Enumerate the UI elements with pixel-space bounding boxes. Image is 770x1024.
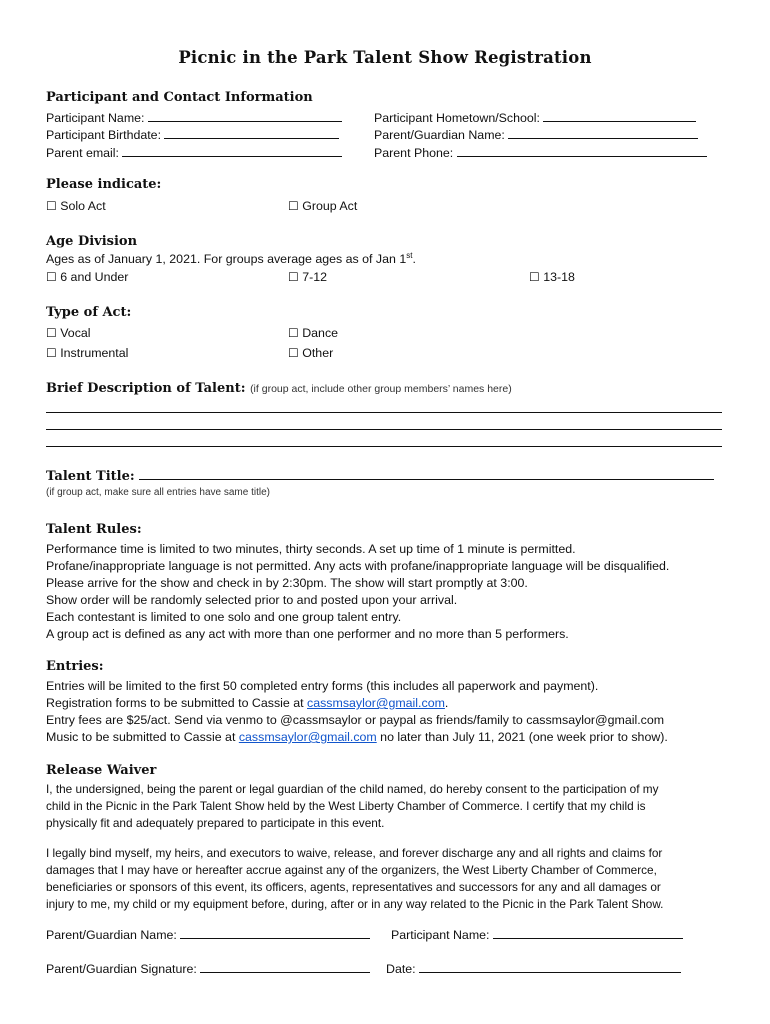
- age-option-label: 13-18: [543, 270, 575, 284]
- release-waiver-heading: Release Waiver: [46, 763, 157, 778]
- group-act-option[interactable]: [288, 199, 357, 214]
- entries-line: Entry fees are $25/act. Send via venmo to @cassmsaylor or paypal as friends/family to cassmsaylor@gmail.com: [46, 713, 665, 727]
- entries-heading: Entries:: [46, 659, 104, 674]
- talent-rules-list: [46, 541, 726, 643]
- rule-line: Profane/inappropriate language is not permitted. Any acts with profane/inappropriate language will be disqualified.: [46, 559, 670, 573]
- checkbox-icon[interactable]: ☐: [288, 270, 299, 284]
- type-option-other[interactable]: [288, 346, 333, 361]
- talent-title-note: (if group act, make sure all entries have same title): [46, 487, 270, 498]
- parent-email-field[interactable]: [122, 145, 342, 157]
- participant-hometown-row: [374, 110, 696, 126]
- type-option-label: Other: [302, 346, 334, 360]
- solo-act-label: Solo Act: [60, 199, 106, 213]
- description-note: (if group act, include other group members’ names here): [250, 383, 512, 395]
- age-option-6-under[interactable]: [46, 270, 128, 285]
- description-heading: Brief Description of Talent: (if group act, include other group members’ names here): [46, 381, 512, 396]
- type-option-vocal[interactable]: [46, 326, 91, 341]
- guardian-name-label: Parent/Guardian Name:: [374, 128, 505, 142]
- group-act-label: Group Act: [302, 199, 358, 213]
- participant-birthdate-label: Participant Birthdate:: [46, 128, 162, 142]
- checkbox-icon[interactable]: ☐: [46, 270, 57, 284]
- signature-date-field[interactable]: [419, 961, 681, 973]
- entries-line: Music to be submitted to Cassie at cassmsaylor@gmail.com no later than July 11, 2021 (one week prior to show).: [46, 730, 668, 744]
- entries-line: Entries will be limited to the first 50 completed entry forms (this includes all paperwork and payment).: [46, 679, 599, 693]
- age-option-label: 6 and Under: [60, 270, 129, 284]
- participant-name-field[interactable]: [148, 110, 342, 122]
- signature-guardian-signature-row: [46, 961, 370, 977]
- participant-hometown-field[interactable]: [543, 110, 696, 122]
- rule-line: Show order will be randomly selected prior to and posted upon your arrival.: [46, 593, 458, 607]
- type-option-instrumental[interactable]: [46, 346, 128, 361]
- signature-guardian-signature-label: Parent/Guardian Signature:: [46, 962, 197, 976]
- description-line-2[interactable]: [46, 429, 722, 430]
- rule-line: Each contestant is limited to one solo and one group talent entry.: [46, 610, 402, 624]
- talent-rules-heading: Talent Rules:: [46, 522, 142, 537]
- entries-text: [46, 678, 726, 746]
- type-option-label: Instrumental: [60, 346, 129, 360]
- type-option-label: Vocal: [60, 326, 91, 340]
- rule-line: A group act is defined as any act with more than one performer and no more than 5 performers.: [46, 627, 569, 641]
- parent-phone-label: Parent Phone:: [374, 146, 454, 160]
- participant-heading: Participant and Contact Information: [46, 90, 313, 105]
- checkbox-icon[interactable]: ☐: [288, 199, 299, 213]
- rule-line: Please arrive for the show and check in by 2:30pm. The show will start promptly at 3:00.: [46, 576, 528, 590]
- parent-email-row: [46, 145, 342, 161]
- signature-participant-name-label: Participant Name:: [391, 928, 490, 942]
- checkbox-icon[interactable]: ☐: [529, 270, 540, 284]
- signature-guardian-signature-field[interactable]: [200, 961, 370, 973]
- parent-phone-row: [374, 145, 707, 161]
- talent-title-heading: Talent Title:: [46, 467, 714, 484]
- page-title: Picnic in the Park Talent Show Registration: [178, 48, 592, 67]
- entries-line: Registration forms to be submitted to Cassie at cassmsaylor@gmail.com.: [46, 696, 449, 710]
- participant-birthdate-field[interactable]: [164, 127, 339, 139]
- age-option-7-12[interactable]: [288, 270, 327, 285]
- participant-birthdate-row: [46, 127, 339, 143]
- parent-email-label: Parent email:: [46, 146, 120, 160]
- talent-title-field[interactable]: [139, 467, 714, 480]
- signature-guardian-name-field[interactable]: [180, 927, 370, 939]
- guardian-name-row: [374, 127, 698, 143]
- participant-name-row: [46, 110, 342, 126]
- type-option-dance[interactable]: [288, 326, 338, 341]
- waiver-paragraph-2: I legally bind myself, my heirs, and executors to waive, release, and forever discharge any and all rights and claims for damages that I may have or hereafter accrue against any of the organizers, the West Liberty Chamber of Commerce, beneficiaries or sponsors of this event, its officers, agents, representatives and successors for any and all damages or injury to me, my child or my equipment before, during, after or in any way related to the Picnic in the Park Talent Show.: [46, 846, 664, 911]
- signature-guardian-name-row: [46, 927, 370, 943]
- checkbox-icon[interactable]: ☐: [288, 326, 299, 340]
- participant-hometown-label: Participant Hometown/School:: [374, 111, 540, 125]
- guardian-name-field[interactable]: [508, 127, 698, 139]
- signature-date-label: Date:: [386, 962, 416, 976]
- signature-guardian-name-label: Parent/Guardian Name:: [46, 928, 177, 942]
- signature-date-row: [386, 961, 681, 977]
- description-line-1[interactable]: [46, 412, 722, 413]
- description-line-3[interactable]: [46, 446, 722, 447]
- checkbox-icon[interactable]: ☐: [46, 199, 57, 213]
- age-option-13-18[interactable]: [529, 270, 575, 285]
- checkbox-icon[interactable]: ☐: [288, 346, 299, 360]
- age-note: Ages as of January 1, 2021. For groups average ages as of Jan 1st.: [46, 250, 416, 266]
- email-link[interactable]: cassmsaylor@gmail.com: [238, 730, 377, 744]
- solo-act-option[interactable]: [46, 199, 106, 214]
- type-option-label: Dance: [302, 326, 339, 340]
- email-link[interactable]: cassmsaylor@gmail.com: [307, 696, 445, 710]
- age-division-heading: Age Division: [46, 234, 138, 249]
- checkbox-icon[interactable]: ☐: [46, 346, 57, 360]
- parent-phone-field[interactable]: [457, 145, 707, 157]
- checkbox-icon[interactable]: ☐: [46, 326, 57, 340]
- signature-participant-name-row: [391, 927, 683, 943]
- type-of-act-heading: Type of Act:: [46, 305, 132, 320]
- indicate-heading: Please indicate:: [46, 177, 162, 192]
- rule-line: Performance time is limited to two minutes, thirty seconds. A set up time of 1 minute is permitted.: [46, 542, 576, 556]
- waiver-paragraph-1: I, the undersigned, being the parent or legal guardian of the child named, do hereby consent to the participation of my child in the Picnic in the Park Talent Show held by the West Liberty Chamber of Commerce. I certify that my child is physically fit and adequately prepared to participate in this event.: [46, 782, 659, 830]
- signature-participant-name-field[interactable]: [493, 927, 683, 939]
- participant-name-label: Participant Name:: [46, 111, 145, 125]
- age-option-label: 7-12: [302, 270, 328, 284]
